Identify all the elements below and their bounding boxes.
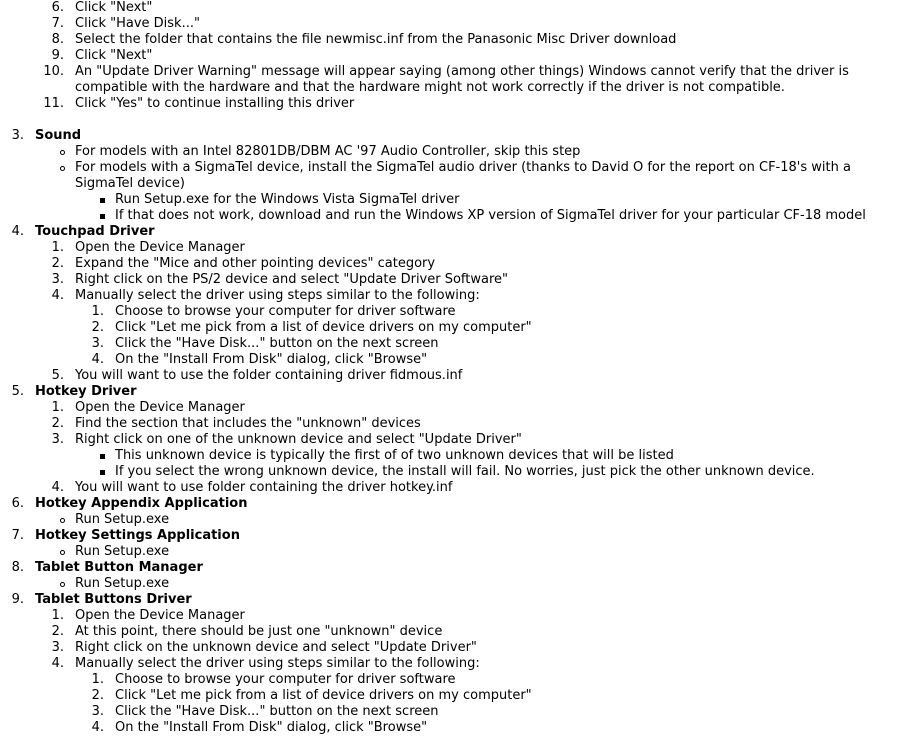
square-bullet-icon — [100, 454, 105, 459]
section-heading-text: Touchpad Driver — [35, 224, 155, 239]
list-item-number: 4. — [51, 656, 64, 671]
list-item — [0, 96, 899, 112]
section-number: 7. — [11, 528, 24, 543]
list-item — [0, 640, 899, 656]
list-item-text: An "Update Driver Warning" message will appear saying (among other things) Windows cannot verify that the driver is — [75, 64, 849, 79]
list-item-number: 1. — [91, 304, 104, 319]
circle-bullet-icon — [60, 518, 65, 523]
square-bullet-icon — [100, 470, 105, 475]
square-bullet-icon — [100, 214, 105, 219]
section-heading — [0, 128, 899, 144]
list-item — [0, 672, 899, 688]
list-item-text: For models with an Intel 82801DB/DBM AC '97 Audio Controller, skip this step — [75, 144, 581, 159]
list-item-text: Expand the "Mice and other pointing devices" category — [75, 256, 436, 271]
list-item-text: For models with a SigmaTel device, install the SigmaTel audio driver (thanks to David O for the report on CF-18's with a — [75, 160, 851, 175]
list-item-text: At this point, there should be just one "unknown" device — [75, 624, 443, 639]
blank-line — [0, 112, 899, 128]
list-item-number: 3. — [51, 640, 64, 655]
list-item-number: 1. — [51, 400, 64, 415]
list-item-number: 2. — [91, 320, 104, 335]
list-item — [0, 48, 899, 64]
list-item — [0, 320, 899, 336]
section-heading — [0, 496, 899, 512]
list-item — [0, 272, 899, 288]
circle-bullet-icon — [60, 550, 65, 555]
list-item-text: SigmaTel device) — [75, 176, 185, 191]
list-item — [0, 656, 899, 672]
list-item — [0, 144, 899, 160]
list-item-number: 2. — [51, 256, 64, 271]
list-item-number: 5. — [51, 368, 64, 383]
list-item — [0, 432, 899, 448]
list-item-number: 8. — [51, 32, 64, 47]
square-bullet-icon — [100, 198, 105, 203]
section-heading-text: Hotkey Driver — [35, 384, 137, 399]
list-item — [0, 64, 899, 80]
section-heading-text: Hotkey Appendix Application — [35, 496, 248, 511]
list-item-text: Choose to browse your computer for driver software — [115, 672, 456, 687]
list-item — [0, 448, 899, 464]
list-item — [0, 400, 899, 416]
list-item-text: Open the Device Manager — [75, 608, 245, 623]
list-item — [0, 624, 899, 640]
list-item — [0, 160, 899, 176]
section-heading-text: Tablet Buttons Driver — [35, 592, 192, 607]
list-item-text: On the "Install From Disk" dialog, click "Browse" — [115, 720, 428, 735]
list-item-text: Run Setup.exe — [75, 512, 170, 527]
list-item-text: Click "Have Disk..." — [75, 16, 200, 31]
list-item-text: compatible with the hardware and that the hardware might not work correctly if the driver is not compatible. — [75, 80, 785, 95]
list-item-text: This unknown device is typically the first of of two unknown devices that will be listed — [115, 448, 674, 463]
section-heading-text: Tablet Button Manager — [35, 560, 203, 575]
list-item-number: 3. — [91, 336, 104, 351]
list-item-number: 2. — [91, 688, 104, 703]
list-item-text: Click "Next" — [75, 0, 153, 15]
section-heading — [0, 560, 899, 576]
list-item-text: If you select the wrong unknown device, the install will fail. No worries, just pick the other unknown device. — [115, 464, 815, 479]
list-item — [0, 16, 899, 32]
list-item-text: Manually select the driver using steps similar to the following: — [75, 656, 480, 671]
list-item-text: Find the section that includes the "unknown" devices — [75, 416, 421, 431]
section-heading-text: Hotkey Settings Application — [35, 528, 240, 543]
list-item-number: 11. — [43, 96, 64, 111]
list-item — [0, 192, 899, 208]
circle-bullet-icon — [60, 166, 65, 171]
list-item — [0, 0, 899, 16]
list-item-continuation — [0, 176, 899, 192]
list-item-text: Open the Device Manager — [75, 400, 245, 415]
list-item-number: 2. — [51, 624, 64, 639]
list-item — [0, 288, 899, 304]
circle-bullet-icon — [60, 582, 65, 587]
list-item-number: 1. — [51, 608, 64, 623]
section-heading — [0, 384, 899, 400]
list-item — [0, 576, 899, 592]
list-item — [0, 544, 899, 560]
list-item-text: Click the "Have Disk..." button on the next screen — [115, 704, 439, 719]
list-item — [0, 240, 899, 256]
list-item-text: Click "Let me pick from a list of device drivers on my computer" — [115, 688, 532, 703]
list-item — [0, 720, 899, 736]
section-number: 5. — [11, 384, 24, 399]
list-item-text: On the "Install From Disk" dialog, click "Browse" — [115, 352, 428, 367]
list-item — [0, 608, 899, 624]
section-number: 8. — [11, 560, 24, 575]
list-item-text: Run Setup.exe for the Windows Vista SigmaTel driver — [115, 192, 460, 207]
list-item-number: 9. — [51, 48, 64, 63]
list-item-text: Choose to browse your computer for driver software — [115, 304, 456, 319]
list-item-number: 4. — [51, 480, 64, 495]
list-item-number: 4. — [51, 288, 64, 303]
list-item-number: 4. — [91, 352, 104, 367]
list-item — [0, 368, 899, 384]
list-item-continuation — [0, 80, 899, 96]
list-item — [0, 352, 899, 368]
list-item-text: You will want to use the folder containing driver fidmous.inf — [75, 368, 463, 383]
list-item-number: 3. — [51, 272, 64, 287]
list-item — [0, 256, 899, 272]
list-item — [0, 704, 899, 720]
list-item-text: Manually select the driver using steps similar to the following: — [75, 288, 480, 303]
list-item-text: If that does not work, download and run the Windows XP version of SigmaTel driver for your particular CF-18 model — [115, 208, 866, 223]
circle-bullet-icon — [60, 150, 65, 155]
list-item-text: Open the Device Manager — [75, 240, 245, 255]
list-item-number: 7. — [51, 16, 64, 31]
list-item-text: Right click on the PS/2 device and select "Update Driver Software" — [75, 272, 509, 287]
list-item-number: 3. — [91, 704, 104, 719]
list-item — [0, 416, 899, 432]
section-number: 9. — [11, 592, 24, 607]
section-heading — [0, 592, 899, 608]
list-item-text: Run Setup.exe — [75, 576, 170, 591]
list-item-text: Click "Yes" to continue installing this driver — [75, 96, 355, 111]
list-item-number: 3. — [51, 432, 64, 447]
list-item-text: You will want to use folder containing the driver hotkey.inf — [75, 480, 453, 495]
list-item-text: Click "Next" — [75, 48, 153, 63]
list-item-number: 1. — [51, 240, 64, 255]
list-item-text: Right click on the unknown device and select "Update Driver" — [75, 640, 477, 655]
section-heading — [0, 224, 899, 240]
list-item — [0, 688, 899, 704]
section-number: 3. — [11, 128, 24, 143]
list-item-number: 1. — [91, 672, 104, 687]
list-item-text: Select the folder that contains the file newmisc.inf from the Panasonic Misc Driver download — [75, 32, 677, 47]
list-item — [0, 512, 899, 528]
list-item-text: Click the "Have Disk..." button on the next screen — [115, 336, 439, 351]
list-item — [0, 304, 899, 320]
list-item — [0, 32, 899, 48]
section-heading-text: Sound — [35, 128, 82, 143]
list-item-text: Right click on one of the unknown device and select "Update Driver" — [75, 432, 522, 447]
list-item-text: Run Setup.exe — [75, 544, 170, 559]
list-item-number: 4. — [91, 720, 104, 735]
list-item-text: Click "Let me pick from a list of device drivers on my computer" — [115, 320, 532, 335]
list-item — [0, 464, 899, 480]
list-item — [0, 208, 899, 224]
list-item-number: 2. — [51, 416, 64, 431]
list-item-number: 6. — [51, 0, 64, 15]
list-item-number: 10. — [43, 64, 64, 79]
list-item — [0, 336, 899, 352]
section-number: 4. — [11, 224, 24, 239]
list-item — [0, 480, 899, 496]
section-number: 6. — [11, 496, 24, 511]
section-heading — [0, 528, 899, 544]
